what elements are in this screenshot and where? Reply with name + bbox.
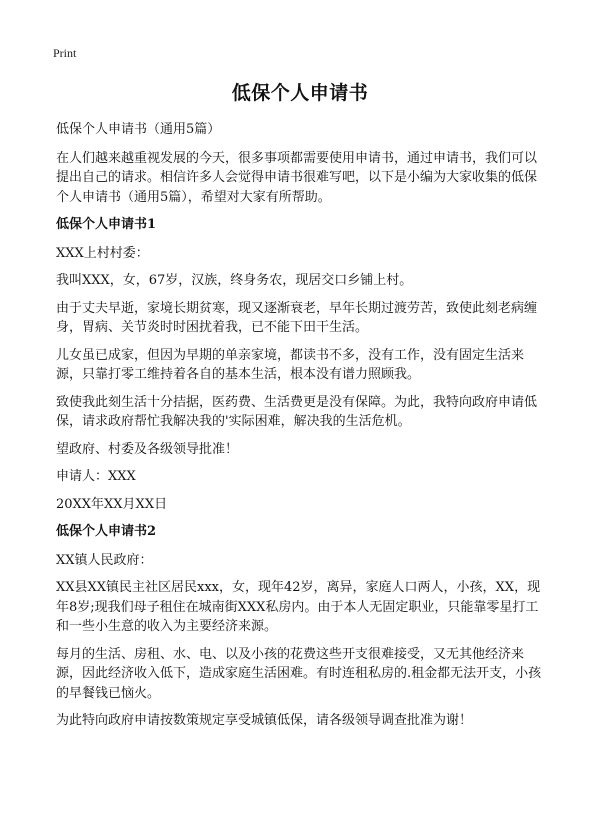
letter1-paragraph: 儿女虽已成家，但因为早期的单亲家境，都读书不多，没有工作，没有固定生活来源，只靠打零工维持着各自的基本生活，根本没有谱力照顾我。 (56, 347, 525, 382)
letter1-salutation: XXX上村村委： (56, 245, 149, 261)
print-link[interactable]: Print (53, 46, 77, 60)
letter2-paragraph: 每月的生活、房租、水、电、以及小孩的花费这些开支很难接受，又无其他经济来源，因此经济收入低下，造成家庭生活困难。有时连租私房的.租金都无法开支，小孩的早餐钱已恼火。 (56, 646, 542, 701)
letter2-salutation: XX镇人民政府： (56, 552, 153, 568)
document-subtitle: 低保个人申请书（通用5篇） (56, 122, 221, 137)
page-title: 低保个人申请书 (231, 82, 369, 104)
letter1-paragraph: 我叫XXX，女，67岁，汉族，终身务农，现居交口乡铺上村。 (56, 273, 413, 288)
letter1-paragraph: 望政府、村委及各级领导批准！ (56, 441, 239, 457)
letter1-paragraph: 由于丈夫早逝，家境长期贫寒，现又逐渐衰老，早年长期过渡劳苦，致使此刻老病缠身，胃病、关节炎时时困扰着我，已不能下田干生活。 (56, 300, 538, 335)
letter2-paragraph: 为此特向政府申请按数策规定享受城镇低保，请各级领导调查批准为谢！ (56, 713, 473, 728)
section-heading-2: 低保个人申请书2 (56, 524, 157, 539)
letter1-date: 20XX年XX月XX日 (56, 496, 168, 512)
letter2-paragraph: XX县XX镇民主社区居民xxx，女，现年42岁，离异，家庭人口两人，小孩，XX，现年8岁;现我们母子租住在城南街XXX私房内。由于本人无固定职业，只能靠零星打工和一些小生意的收入为主要经济来源。 (56, 580, 541, 634)
intro-paragraph: 在人们越来越重视发展的今天，很多事项都需要使用申请书，通过申请书，我们可以提出自己的请求。相信许多人会觉得申请书很难写吧，以下是小编为大家收集的低保个人申请书（通用5篇），希望对大家有所帮助。 (56, 150, 538, 205)
section-heading-1: 低保个人申请书1 (56, 217, 157, 232)
document-body (56, 120, 548, 739)
letter1-applicant: 申请人：XXX (56, 469, 136, 484)
letter1-paragraph: 致使我此刻生活十分拮据，医药费、生活费更是没有保障。为此，我特向政府申请低保，请求政府帮忙我解决我的'实际困难，解决我的生活危机。 (56, 394, 538, 429)
